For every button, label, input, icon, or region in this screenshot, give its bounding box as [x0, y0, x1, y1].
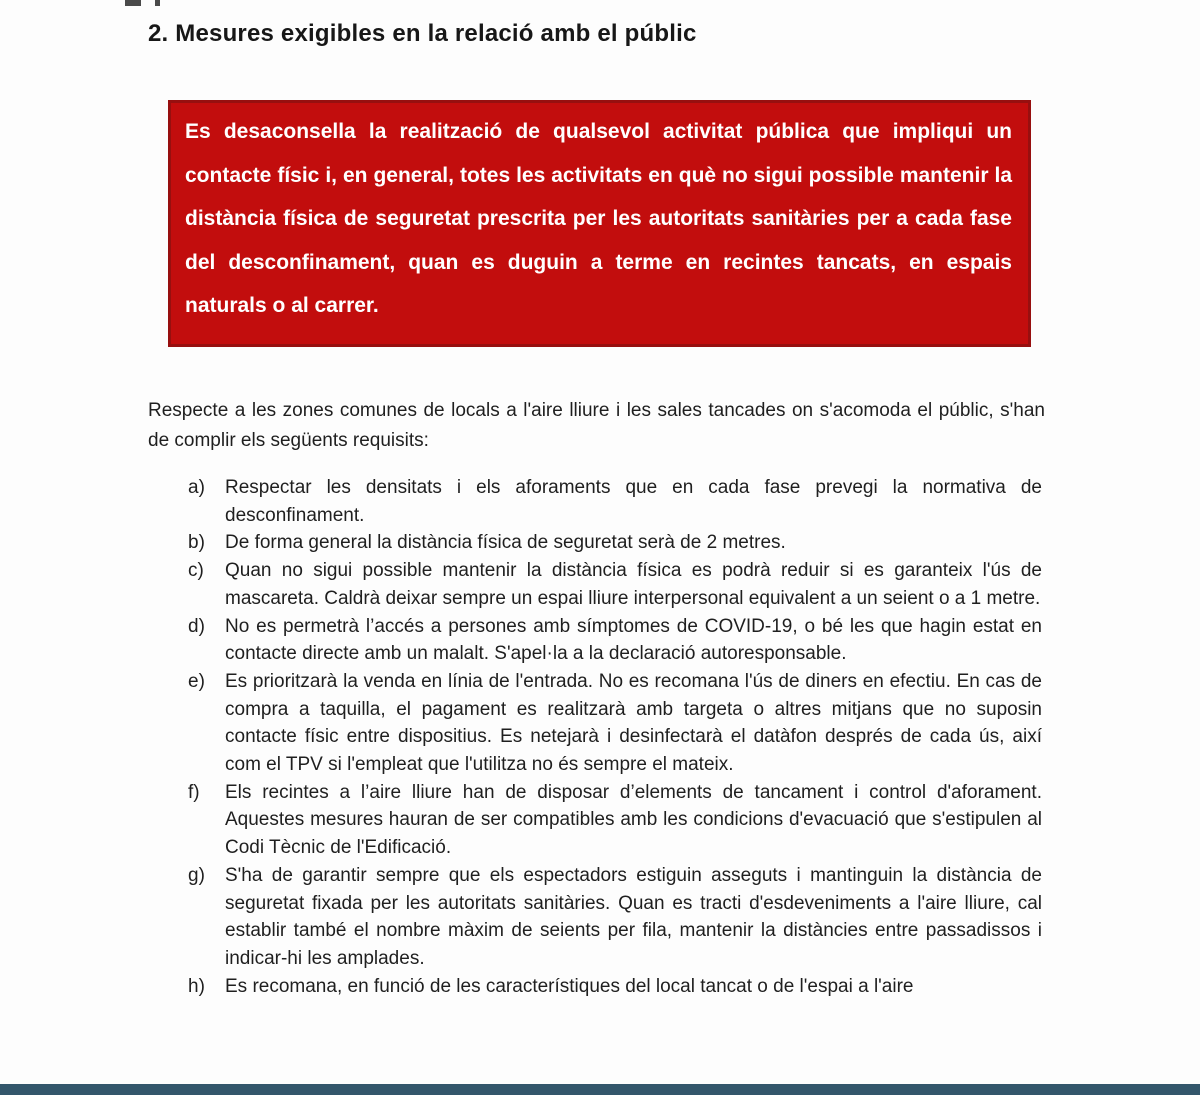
list-item-marker: f) — [188, 781, 200, 803]
list-item-text: Els recintes a l’aire lliure han de disposar d’elements de tancament i control d'aforament. Aquestes mesures hauran de ser compatibles amb les condicions d'evacuació que s'estipulen al Codi Tècnic de l'Edificació. — [225, 781, 1042, 859]
list-item — [188, 862, 1042, 973]
list-item-text: No es permetrà l’accés a persones amb símptomes de COVID-19, o bé les que hagin estat en contacte directe amb un malalt. S'apel·la a la declaració autoresponsable. — [225, 615, 1042, 665]
list-item-text: Es prioritzarà la venda en línia de l'entrada. No es recomana l'ús de diners en efectiu. En cas de compra a taquilla, el pagament es realitzarà amb targeta o altres mitjans que no suposin contacte físic entre dispositius. Es netejarà i desinfectarà el datàfon després de cada ús, així com el TPV si l'empleat que l'utilitza no és sempre el mateix. — [225, 670, 1042, 776]
list-item-marker: e) — [188, 670, 205, 692]
list-item-marker: d) — [188, 615, 205, 637]
list-item-marker: a) — [188, 477, 205, 498]
section-heading: 2. Mesures exigibles en la relació amb el públic — [148, 20, 697, 47]
intro-paragraph: Respecte a les zones comunes de locals a l'aire lliure i les sales tancades on s'acomoda el públic, s'han de complir els següents requisits: — [148, 400, 1045, 451]
bottom-bar — [0, 1084, 1200, 1095]
list-item-marker: c) — [188, 560, 204, 582]
list-item — [188, 668, 1042, 779]
list-item-marker: b) — [188, 532, 205, 554]
warning-banner-text: Es desaconsella la realització de qualsevol activitat pública que impliqui un contacte físic i, en general, totes les activitats en què no sigui possible mantenir la distància física de seguretat prescrita per les autoritats sanitàries per a cada fase del desconfinament, quan es duguin a terme en recintes tancats, en espais naturals o al carrer. — [185, 120, 1012, 317]
requirements-list — [188, 474, 1042, 1000]
list-item — [188, 474, 1042, 529]
clipped-text-fragment — [125, 0, 163, 6]
list-item — [188, 529, 1042, 557]
list-item — [188, 779, 1042, 862]
warning-banner — [168, 100, 1031, 347]
list-item-marker: h) — [188, 975, 205, 997]
clipped-text-fragment-mark — [125, 0, 141, 6]
list-item-text: Es recomana, en funció de les característiques del local tancat o de l'espai a l'aire — [225, 975, 914, 997]
list-item-text: Quan no sigui possible mantenir la distància física es podrà reduir si es garanteix l'ús de mascareta. Caldrà deixar sempre un espai lliure interpersonal equivalent a un seient o a 1 metre. — [225, 560, 1042, 609]
list-item-marker: g) — [188, 864, 205, 886]
clipped-text-fragment-mark — [155, 0, 160, 6]
list-item-text: De forma general la distància física de seguretat serà de 2 metres. — [225, 532, 786, 554]
list-item-text: Respectar les densitats i els aforaments que en cada fase prevegi la normativa de desconfinament. — [225, 477, 1042, 526]
list-item-text: S'ha de garantir sempre que els espectadors estiguin asseguts i mantinguin la distància de seguretat fixada per les autoritats sanitàries. Quan es tracti d'esdeveniments a l'aire lliure, cal establir també el nombre màxim de seients per fila, mantenir la distàncies entre passadissos i indicar-hi les amplades. — [225, 864, 1042, 969]
list-item — [188, 613, 1042, 668]
list-item — [188, 557, 1042, 612]
list-item — [188, 973, 1042, 1001]
